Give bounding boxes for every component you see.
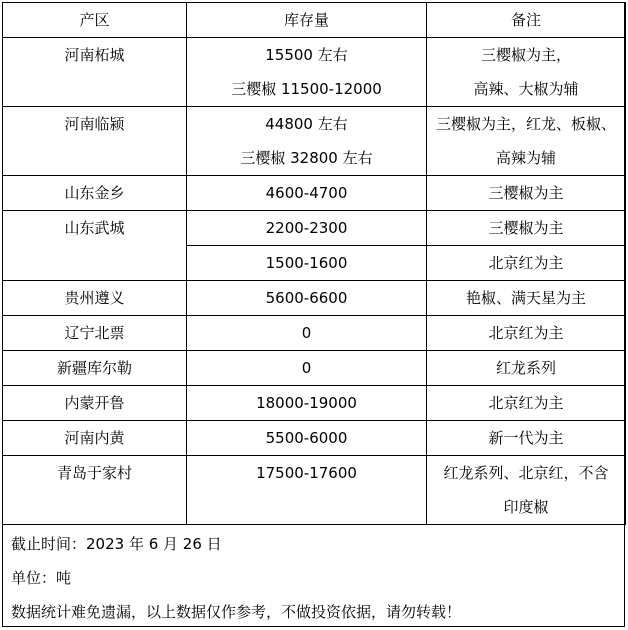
header-region: 产区 <box>3 3 187 38</box>
stock-cell: 1500-1600 <box>187 246 427 281</box>
region-name: 河南临颍 <box>64 115 125 133</box>
stock-cell: 0 <box>187 316 427 351</box>
region-cell: 山东金乡 <box>3 176 187 211</box>
disclaimer: 数据统计难免遗漏，以上数据仅作参考，不做投资依据，请勿转载！ <box>11 603 462 621</box>
region-cell: 辽宁北票 <box>3 316 187 351</box>
remark-cell: 艳椒、满天星为主 <box>427 281 626 316</box>
remark-text: 印度椒 <box>503 498 549 516</box>
table-row <box>3 281 626 316</box>
table-row <box>3 351 626 386</box>
remark-cell <box>427 38 626 107</box>
table-row <box>3 386 626 421</box>
stock-cell <box>187 107 427 176</box>
stock-value: 15500 左右 <box>265 46 348 64</box>
remark-text: 三樱椒为主，红龙、板椒、 <box>435 115 616 133</box>
region-name: 青岛于家村 <box>56 464 132 482</box>
stock-cell: 2200-2300 <box>187 211 427 246</box>
remark-cell: 红龙系列 <box>427 351 626 386</box>
stock-cell: 18000-19000 <box>187 386 427 421</box>
region-cell: 山东武城 <box>3 211 187 281</box>
region-cell <box>3 38 187 107</box>
table-row <box>3 316 626 351</box>
footer-notes <box>11 527 461 629</box>
remark-cell <box>427 456 626 525</box>
table-row <box>3 176 626 211</box>
remark-cell: 新一代为主 <box>427 421 626 456</box>
remark-cell: 北京红为主 <box>427 246 626 281</box>
unit-label: 单位：吨 <box>11 569 72 587</box>
stock-value: 三樱椒 11500-12000 <box>231 80 382 98</box>
header-remark: 备注 <box>427 3 626 38</box>
stock-cell <box>187 456 427 525</box>
remark-cell: 三樱椒为主 <box>427 176 626 211</box>
inventory-table <box>2 2 626 525</box>
stock-cell: 0 <box>187 351 427 386</box>
table-row <box>3 107 626 176</box>
remark-text: 红龙系列、北京红，不含 <box>443 464 609 482</box>
region-cell: 内蒙开鲁 <box>3 386 187 421</box>
remark-cell: 北京红为主 <box>427 386 626 421</box>
region-cell: 新疆库尔勒 <box>3 351 187 386</box>
cutoff-date: 截止时间：2023 年 6 月 26 日 <box>11 535 222 553</box>
remark-cell: 北京红为主 <box>427 316 626 351</box>
stock-cell: 5600-6600 <box>187 281 427 316</box>
region-cell <box>3 107 187 176</box>
stock-cell <box>187 38 427 107</box>
inventory-sheet <box>2 2 625 627</box>
remark-cell <box>427 107 626 176</box>
table-row <box>3 38 626 107</box>
table-row <box>3 456 626 525</box>
header-row <box>3 3 626 38</box>
remark-text: 高辣为辅 <box>495 149 556 167</box>
region-cell: 河南内黄 <box>3 421 187 456</box>
stock-value: 三樱椒 32800 左右 <box>240 149 373 167</box>
region-cell: 贵州遵义 <box>3 281 187 316</box>
region-name: 河南柘城 <box>64 46 125 64</box>
remark-text: 三樱椒为主， <box>480 46 571 64</box>
stock-cell: 4600-4700 <box>187 176 427 211</box>
stock-value: 17500-17600 <box>256 464 357 482</box>
table-row <box>3 211 626 246</box>
stock-value: 44800 左右 <box>265 115 348 133</box>
stock-cell: 5500-6000 <box>187 421 427 456</box>
remark-cell: 三樱椒为主 <box>427 211 626 246</box>
header-stock: 库存量 <box>187 3 427 38</box>
table-row <box>3 421 626 456</box>
remark-text: 高辣、大椒为辅 <box>473 80 579 98</box>
region-cell <box>3 456 187 525</box>
